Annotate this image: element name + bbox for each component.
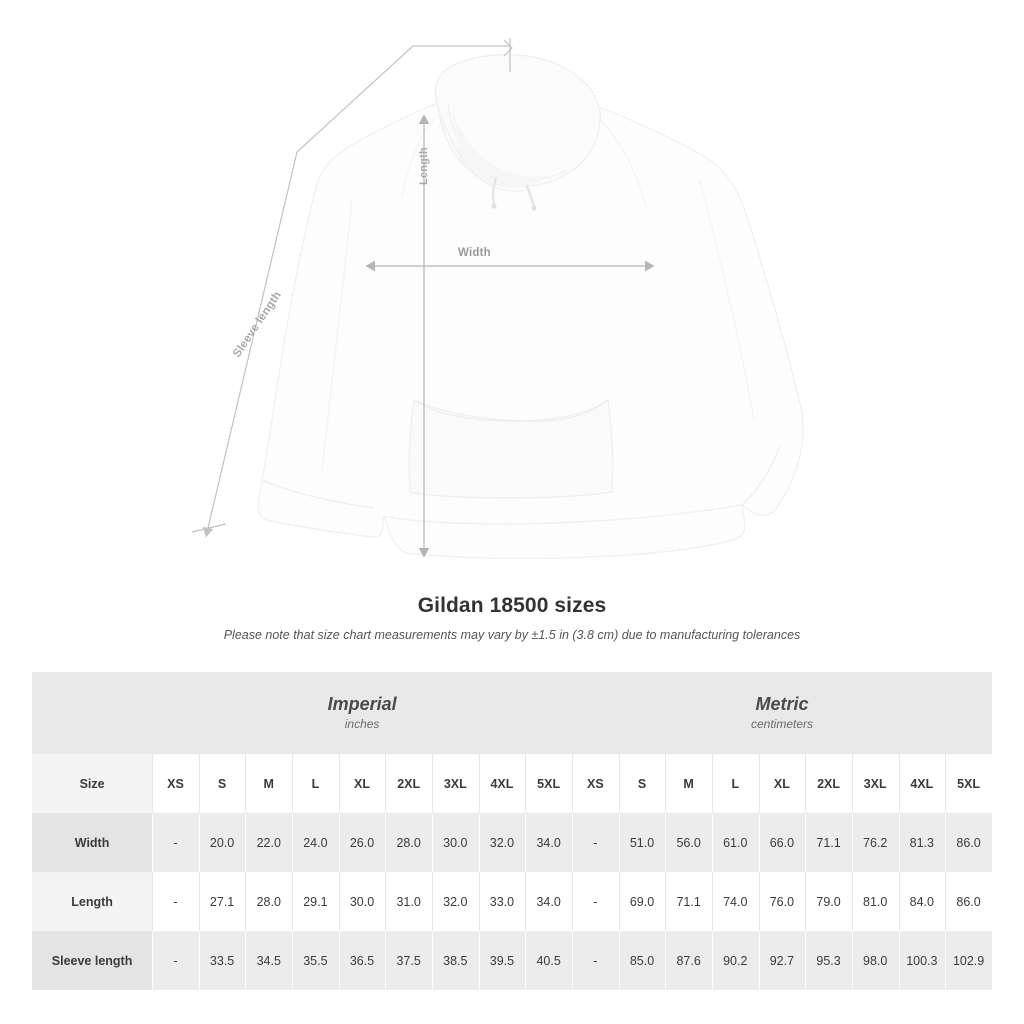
cell-length-m-met: 71.1 [665, 872, 712, 931]
col-header-l-imp: L [292, 754, 339, 813]
cell-width-5xl-imp: 34.0 [525, 813, 572, 872]
units-header-row [32, 672, 992, 754]
cell-sleeve-l-met: 90.2 [712, 931, 759, 990]
cell-width-2xl-met: 71.1 [805, 813, 852, 872]
cell-sleeve-s-imp: 33.5 [199, 931, 246, 990]
cell-width-l-met: 61.0 [712, 813, 759, 872]
col-header-m-imp: M [245, 754, 292, 813]
cell-sleeve-m-met: 87.6 [665, 931, 712, 990]
cell-sleeve-xl-imp: 36.5 [339, 931, 386, 990]
col-header-s-met: S [619, 754, 666, 813]
cell-width-s-met: 51.0 [619, 813, 666, 872]
metric-name: Metric [755, 694, 809, 714]
col-header-5xl-met: 5XL [945, 754, 992, 813]
col-header-3xl-imp: 3XL [432, 754, 479, 813]
cell-length-l-met: 74.0 [712, 872, 759, 931]
size-table-wrapper [32, 672, 992, 990]
col-header-xl-met: XL [759, 754, 806, 813]
col-header-3xl-met: 3XL [852, 754, 899, 813]
tolerance-note: Please note that size chart measurements may vary by ±1.5 in (3.8 cm) due to manufacturing tolerances [223, 628, 801, 642]
col-header-5xl-imp: 5XL [525, 754, 572, 813]
table-row [32, 931, 992, 990]
col-header-xl-imp: XL [339, 754, 386, 813]
col-header-4xl-met: 4XL [899, 754, 946, 813]
page-title: Gildan 18500 sizes [417, 594, 607, 617]
cell-width-xl-imp: 26.0 [339, 813, 386, 872]
cell-length-3xl-met: 81.0 [852, 872, 899, 931]
cell-sleeve-5xl-met: 102.9 [945, 931, 992, 990]
cell-length-4xl-met: 84.0 [899, 872, 946, 931]
width-label: Width [458, 247, 491, 259]
cell-length-s-imp: 27.1 [199, 872, 246, 931]
col-header-2xl-met: 2XL [805, 754, 852, 813]
col-header-s-imp: S [199, 754, 246, 813]
cell-length-2xl-imp: 31.0 [385, 872, 432, 931]
cell-sleeve-4xl-imp: 39.5 [479, 931, 526, 990]
table-row [32, 872, 992, 931]
row-label-width: Width [32, 813, 152, 872]
cell-sleeve-4xl-met: 100.3 [899, 931, 946, 990]
col-header-xs-imp: XS [152, 754, 199, 813]
units-corner-cell [32, 672, 152, 754]
cell-width-4xl-met: 81.3 [899, 813, 946, 872]
table-row [32, 813, 992, 872]
length-label: Length [418, 147, 430, 185]
cell-sleeve-xs-met: - [572, 931, 619, 990]
imperial-name: Imperial [327, 694, 397, 714]
imperial-header-cell [152, 672, 572, 754]
metric-sub: centimeters [751, 717, 814, 731]
cell-length-m-imp: 28.0 [245, 872, 292, 931]
cell-length-s-met: 69.0 [619, 872, 666, 931]
cell-width-3xl-met: 76.2 [852, 813, 899, 872]
cell-length-3xl-imp: 32.0 [432, 872, 479, 931]
cell-sleeve-5xl-imp: 40.5 [525, 931, 572, 990]
imperial-sub: inches [344, 717, 380, 731]
cell-width-xs-met: - [572, 813, 619, 872]
cell-width-4xl-imp: 32.0 [479, 813, 526, 872]
col-header-xs-met: XS [572, 754, 619, 813]
cell-sleeve-3xl-met: 98.0 [852, 931, 899, 990]
cell-width-s-imp: 20.0 [199, 813, 246, 872]
row-label-sleeve-length: Sleeve length [32, 931, 152, 990]
cell-length-xl-imp: 30.0 [339, 872, 386, 931]
row-label-length: Length [32, 872, 152, 931]
cell-sleeve-2xl-imp: 37.5 [385, 931, 432, 990]
cell-length-xl-met: 76.0 [759, 872, 806, 931]
sleeve-length-label: Sleeve length [231, 289, 284, 360]
cell-width-5xl-met: 86.0 [945, 813, 992, 872]
cell-sleeve-xl-met: 92.7 [759, 931, 806, 990]
cell-sleeve-xs-imp: - [152, 931, 199, 990]
cell-width-m-met: 56.0 [665, 813, 712, 872]
cell-sleeve-l-imp: 35.5 [292, 931, 339, 990]
cell-length-5xl-met: 86.0 [945, 872, 992, 931]
hoodie-shape [258, 55, 803, 559]
cell-sleeve-2xl-met: 95.3 [805, 931, 852, 990]
cell-width-l-imp: 24.0 [292, 813, 339, 872]
cell-length-xs-met: - [572, 872, 619, 931]
cell-sleeve-s-met: 85.0 [619, 931, 666, 990]
col-header-m-met: M [665, 754, 712, 813]
col-header-l-met: L [712, 754, 759, 813]
cell-length-xs-imp: - [152, 872, 199, 931]
col-header-4xl-imp: 4XL [479, 754, 526, 813]
cell-width-m-imp: 22.0 [245, 813, 292, 872]
cell-width-xl-met: 66.0 [759, 813, 806, 872]
size-table [32, 672, 992, 990]
metric-header-cell [572, 672, 992, 754]
cell-sleeve-m-imp: 34.5 [245, 931, 292, 990]
cell-length-l-imp: 29.1 [292, 872, 339, 931]
cell-width-3xl-imp: 30.0 [432, 813, 479, 872]
col-header-2xl-imp: 2XL [385, 754, 432, 813]
cell-width-2xl-imp: 28.0 [385, 813, 432, 872]
size-header-cell: Size [32, 754, 152, 813]
size-header-row [32, 754, 992, 813]
cell-length-5xl-imp: 34.0 [525, 872, 572, 931]
cell-sleeve-3xl-imp: 38.5 [432, 931, 479, 990]
cell-length-4xl-imp: 33.0 [479, 872, 526, 931]
cell-length-2xl-met: 79.0 [805, 872, 852, 931]
cell-width-xs-imp: - [152, 813, 199, 872]
